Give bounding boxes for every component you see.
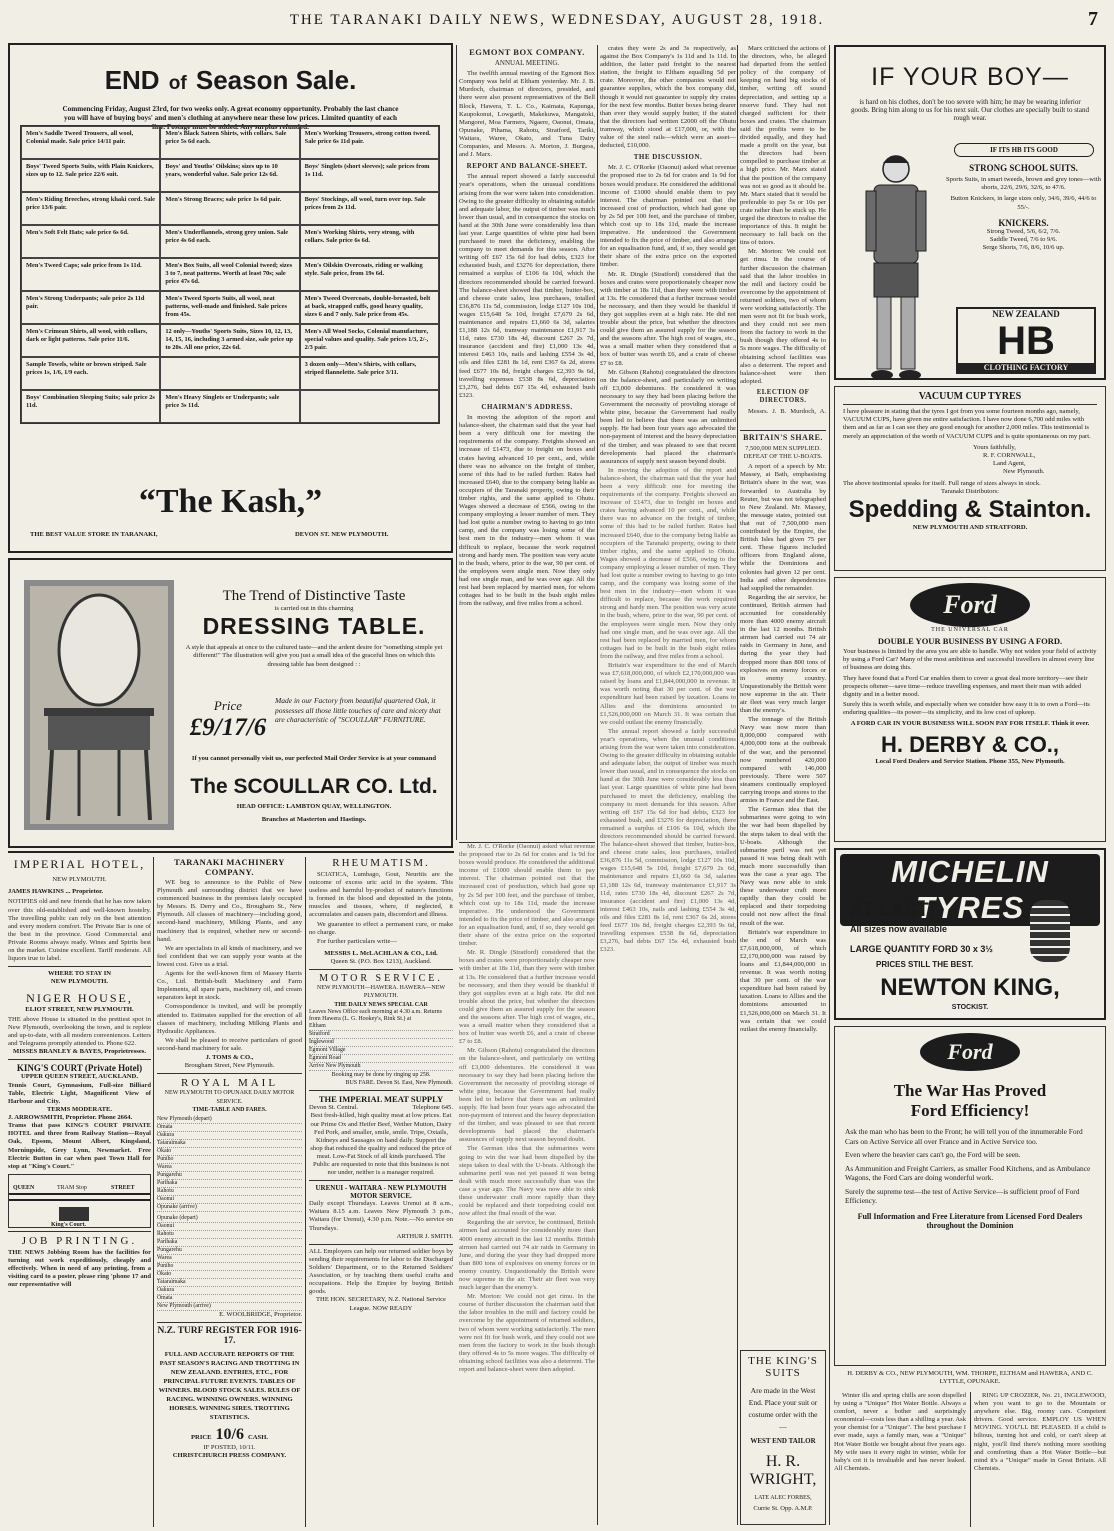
- section-rule: [8, 851, 454, 853]
- column-rule: [153, 857, 154, 1527]
- mclachlan-company: MESSRS L. McLACHLAN & CO., Ltd.: [324, 949, 438, 957]
- egmont-h1: REPORT AND BALANCE-SHEET.: [466, 162, 588, 171]
- title-season: Season Sale.: [195, 65, 357, 95]
- col5-top: [740, 45, 826, 415]
- boy-intro: is hard on his clothes, don't be too severe with him; he may be wearing inferior goods. Bring him along to us for his next suit. Our clothes are specially built to stand rough wear.: [851, 98, 1089, 123]
- timetable-stop: Omata: [157, 1124, 302, 1132]
- rheumatism-column: [309, 857, 453, 1527]
- ford-dealers: H. DERBY & CO., NEW PLYMOUTH, WM. THORPE, ELTHAM and HAWERA, AND C. LYTTLE, OPUNAKE.: [847, 1370, 1093, 1386]
- vacuum-dist: Taranaki Distributors:: [941, 487, 999, 495]
- job-printing-title: JOB PRINTING.: [21, 1234, 138, 1247]
- timetable-stop: Pungarehu: [157, 1172, 302, 1180]
- timetable-stop: Parihaka: [157, 1239, 302, 1247]
- sale-item: Men's Tweed Sports Suits, all wool, neat patterns, well-made and finished. Sale prices from 45s.: [160, 291, 299, 324]
- motor-sig: BUS FARE. Devon St. East, New Plymouth.: [345, 1080, 453, 1087]
- timetable-stop: Arrive New Plymouth: [309, 1063, 453, 1071]
- timetable-stop: Okato: [157, 1271, 302, 1279]
- knickers-1: Strong Tweed, 5/6, 6/2, 7/6.: [986, 227, 1061, 235]
- kings-suits-text: Are made in the West End. Place your suit or costume order with the—: [748, 1386, 818, 1431]
- sale-item: Men's Saddle Tweed Trousers, all wool, Colonial made. Sale price 14/11 pair.: [21, 126, 160, 159]
- michelin-man: [1030, 900, 1070, 962]
- egmont-cont-1: Mr. J. C. O'Rorke (Oaonui) asked what revenue the proposed rise to 2s 6d for crates and 1s 9d for boxes would produce. He considered the additional income of £1000 should enable them to pay interest. The chairman pointed out that the increased cost of production, which had gone up by 2s 5d per 100 feet, and the purchase of timber, which cost up to 18s 11d, made the increase imperative. He understood the Government intended to fix the price of timber, and also arrange for an equalisation fund, and, if so, they would get their share of the extra price on the exported timber.: [459, 843, 595, 948]
- boy-title: IF YOUR BOY—: [871, 63, 1069, 91]
- ford-war-title2: Ford Efficiency!: [910, 1101, 1030, 1120]
- col5-p1: Marx criticised the actions of the directors, who, he alleged had departed from the settled policy of the company of keeping on hand big stocks of timber, writing off sound depreciation, and setting up a reserve fund. They had not charged sufficient for their boxes and crates. The chairman said the profits were to be divided equally, and they had made a profit on the year, but the directors had been compelled to purchase timber at a high price. Mr. Marx stated that the position of the company was not so good as it should be. Mr. Marx stated that it would be preferable to pay 5s or 10s per crate rather than be stuck up. He urged the directors to realise the importance of this. It might be necessary to fall back on the tins of tutors.: [740, 45, 826, 247]
- col4-p4: Mr. Gibson (Rahotu) congratulated the directors on the balance-sheet, and particularly on writing off £3,000 debentures. He considered it was necessary to say they had been placing before the Government the necessity of providing storage of white pine, because the Government had really been led to believe that there was an unlimited supply. He had been four years ago advocated the non-payment of interest and the heavy depreciation of the timber, and was pleased to see that recent developments had placed the chairman's assurances of supply next season beyond doubt.: [600, 368, 736, 465]
- sale-item: Men's Oilskin Overcoats, riding or walking style. Sale price, from 19s 6d.: [300, 258, 439, 291]
- timetable-stop: Pungarehu: [157, 1247, 302, 1255]
- timetable-stop: Warea: [157, 1164, 302, 1172]
- hotels-column: [8, 857, 151, 1527]
- timetable-stop: Tataraimaka: [157, 1279, 302, 1287]
- sale-item: Men's Soft Felt Hats; sale price 6s 6d.: [21, 225, 160, 258]
- kings-suits-late: LATE ALEC FORBES,: [754, 1495, 812, 1501]
- michelin-l1: AT LAST!: [850, 900, 936, 921]
- derby-company: H. DERBY & CO.,: [880, 731, 1060, 757]
- timetable-stop: Tataraimaka: [157, 1140, 302, 1148]
- timetable-stop: Oaonui: [157, 1223, 302, 1231]
- turf-register-title: N.Z. TURF REGISTER FOR 1916-17.: [157, 1326, 302, 1347]
- timetable-outbound: [157, 1116, 302, 1212]
- sale-item: 12 only—Youths' Sports Suits, Sizes 10, 12, 13, 14, 15, 16, including 3 armed size, sale price up to 20s. All one price, 22s 6d.: [160, 324, 299, 357]
- ford-war-foot: Full Information and Free Literature from Licensed Ford Dealers throughout the Dominion: [857, 1211, 1083, 1230]
- column-rule: [829, 45, 830, 1525]
- school-suits-heading: STRONG SCHOOL SUITS.: [969, 163, 1078, 173]
- masthead: [0, 0, 1114, 38]
- column-rule: [305, 857, 306, 1527]
- timetable-return: [157, 1215, 302, 1311]
- ford-strap: THE UNIVERSAL CAR: [931, 627, 1009, 633]
- turf-post: IF POSTED, 10/11.: [203, 1444, 256, 1452]
- sale-items-grid: [20, 125, 440, 424]
- meat-phone: Telephone 645.: [412, 1104, 453, 1112]
- end-of-season-ad: [8, 43, 453, 553]
- egmont-p2: The annual report showed a fairly successful year's operations, when the unusual conditions arising from the war were taken into consideration. Owing to the greater difficulty in obtaining suitable and adequate labor, the output of timber was much lower than usual, and in consequence the stocks on hand at the 30th June were considerably less than last year. Large quantities of white pine had been purchased to meet the deficiency, enabling the company to meet demands for this season. After writing off £67 15s 6d for bad debts, £323 for exhausted bush, and £3276 for depreciation, there remained a surplus of £106 6s 10d, which the directors recommended should be carried forward. The balance-sheet showed that timber, butter-box, and cheese crate sales, less purchases, totalled £36,876 11s 5d, commission, lodge £127 10s 10d, wages £15,648 5s 10d, freight £7,679 2s 6d, maintenance and repairs £1,660 6s 3d, salaries £1,188 12s 6d, tramway maintenance £1,917 3s 11d, rates £730 18s 4d, discount £267 2s 7d, insurance (accident and fire) £1,000 13s 4d, interest £463 10s, nails and lashing £554 3s 4d, oils and files £281 8s 1d, rent £367 6s 2d, stores feed £677 10s 8d, freight charges £2,393 9s 6d, travelling expenses £538 8s 6d, depreciation £3,276, bad debts £67 15s 4d, exhausted bush £323.: [459, 173, 595, 399]
- hb-logo-bottom: CLOTHING FACTORY: [958, 363, 1094, 372]
- britain-p1: A report of a speech by Mr. Massey, at Bath, emphasising Britain's share in the war, was forwarded to Australia by Reuter, but was not telegraphed to New Zealand. Mr. Massey, the message states, pointed out that out of 7,500,000 men contributed by the Empire, the British Isles had given 75 per cent. These figures included officers from England alone, while the Dominions and colonies had given 12 per cent. India and other dependencies had supplied the remainder.: [740, 463, 826, 592]
- vacuum-cup-ad: [834, 386, 1106, 571]
- kings-suits-addr: Currie St. Opp. A.M.P.: [753, 1505, 813, 1512]
- machinery-p5: We shall be pleased to receive particulars of good second-hand machinery for sale.: [157, 1036, 302, 1052]
- timetable-stop: Rahotu: [157, 1231, 302, 1239]
- price-value: £9/17/6: [189, 714, 267, 741]
- kings-court-terms: TERMS MODERATE.: [46, 1105, 113, 1113]
- scoullar-branches: Branches at Masterton and Hastings.: [261, 816, 367, 823]
- egmont-continuation: [459, 842, 595, 1527]
- timetable-stop: New Plymouth (arrive): [157, 1303, 302, 1311]
- map-kings-court: King's Court.: [51, 1221, 87, 1228]
- map-tram-stop: TRAM Stop: [57, 1184, 87, 1191]
- timetable-stop: Oaonui: [157, 1196, 302, 1204]
- knickers-heading: KNICKERS.: [998, 217, 1049, 228]
- if-your-boy-ad: [834, 45, 1106, 380]
- egmont-title: EGMONT BOX COMPANY.: [469, 47, 585, 57]
- sale-item: Men's Underflannels, strong grey union. Sale price 4s 6d each.: [160, 225, 299, 258]
- urenui-text: Daily except Thursdays. Leaves Urenui at 8 a.m., Waitara 8.15 a.m. Leaves New Plymouth 3 p.m., Waitara (for Urenui), 4.30 p.m. Note.—No service on Thursdays.: [309, 1200, 453, 1232]
- britain-title: BRITAIN'S SHARE.: [743, 433, 823, 442]
- sale-item: Men's Working Shirts, very strong, with collars. Sale price 6s 6d.: [300, 225, 439, 258]
- britain-p4: The German idea that the submarines were going to win the war had been dispelled by the steps taken to deal with the U-boats. Although the submarine peril was not yet passed it was being dealt with much more successfully than was the case a year ago. The Navy was now able to sink these underwater craft more rapidly than they could be replaced and their torpedoing could not now affect the final result of the war.: [740, 806, 826, 927]
- motor-service-sub: NEW PLYMOUTH—HAWERA. HAWERA—NEW PLYMOUTH.: [316, 985, 446, 1000]
- hb-logo-top: NEW ZEALAND: [992, 309, 1060, 319]
- unique-bottle-text: Winter ills and spring chills are soon dispelled by using a "Unique" Hot Water Bottle. Always a comfort, never a bother and surprisingly economical—costs less than a shilling a year. Ask your chemist for a "Unique". The best purchase I ever made, says a family man, was a "Unique" Hot Water Bottle we bought about five years ago. My wife uses it every night in winter, while for baby's cot it is invaluable and has never leaked. All Chemists.: [834, 1392, 966, 1472]
- crozier-text: RING UP CROZIER, No. 21, INGLEWOOD, when you want to go to the Mountain or anywhere else. Big, roomy cars. Competent drivers. Good service. EMPLOY US WHEN MOVING. YOU'LL BE PLEASED. If a child is bilious, turning hot and cold, or can't sleep at night, you'll find there's nothing more soothing and comforting than a Hot Water Bottle—but mind it's a "Unique" made in Great Britain. All Chemists.: [974, 1392, 1106, 1472]
- britain-p3: The tonnage of the British Navy was now more than 8,000,000 compared with 4,000,000 tons at the outbreak of the war, and the personnel now numbered 420,000 compared with 146,000 previously. There were 507 steamers continually employed carrying troops and stores to the armies in France and the East.: [740, 716, 826, 805]
- rheumatism-p1: SCIATICA, Lumbago, Gout, Neuritis are the outcome of excess uric acid in the system. This useless and harmful by-product of nature's functions is formed in the blood and deposited in the joints, muscles and tissues, where, if neglected, it accumulates and causes pain, discomfort and illness.: [309, 871, 453, 919]
- motor-service-daily: THE DAILY NEWS SPECIAL CAR: [334, 1001, 428, 1008]
- egmont-cont-6: Mr. Morton: We could not get rimu. In the course of further discussion the chairman said that the labor troubles in the mill and factory could be overcome by the appointment of returned soldiers, two of whom were working satisfactorily. The men were not fit for bush work, and they could not see men from the factory to work in the bush though they offered 4s to 5s more wages. The difficulty of obtaining school facilities was also a deterrent. The report and balance-sheet were then adopted.: [459, 1293, 595, 1373]
- sale-item: Boys' Tweed Sports Suits, with Plain Knickers, sizes up to 12. Sale price 22/6 suit.: [21, 159, 160, 192]
- rheumatism-p2: We guarantee to effect a permanent cure, or make no charge.: [309, 920, 453, 936]
- discussion-heading: THE DISCUSSION.: [633, 153, 703, 162]
- vacuum-foot: The above testimonial speaks for itself. Full range of sizes always in stock.: [843, 479, 1041, 487]
- royal-mail-sub: NEW PLYMOUTH TO OPUNAKE DAILY MOTOR SERVICE.: [164, 1090, 295, 1105]
- niger-addr: ELIOT STREET, NEW PLYMOUTH.: [25, 1005, 134, 1013]
- meat-text: Best fresh-killed, high quality meat at low prices. Eat our Prime Ox and Heifer Beef, Wether Mutton, Dairy Fed Pork, and smaller, smile, smile. Tripe, Oxtails, Kidneys and Sausages on hand daily. Support the shop that reduced the quality and reduced the price of meat. Low-Fat Stock of all kinds purchased. The Public are requested to note that this business is not nor under, neither is a manager required.: [310, 1112, 452, 1177]
- map-street: STREET: [111, 1184, 135, 1191]
- ford-war-title1: The War Has Proved: [893, 1081, 1047, 1100]
- timetable-stop: Inglewood: [309, 1039, 453, 1047]
- col4-p1-repeat: In moving the adoption of the report and balance-sheet, the chairman said that the year had been a very difficult one for meeting the requirements of the company. Freights showed an increase of £1473, due to freight on boxes and crates having advanced 10 per cent., and, while there was no advance on the freight of timber, some of this had to be railed further. Rates had increased £640, due to the company being liable as occupiers of the Taranaki property, owing to their timber rights, and the same applied to Ohutu. Wages showed a decrease of £566, owing to the company employing a lesser number of men. They had lost quite a number owing to having to go into camp, and the company was losing some of the best men in the industry—men whom it was difficult to replace, because the work required strong and hardy men. The position was very acute in the bush, where, prior to the war, 90 per cent. of the employees were single men. Now they only had one single man, and he was over age. All the rest had been replaced by married men, for whom cottages had to be built in the bush eight miles from the railway, and five miles from a school.: [600, 466, 736, 660]
- scoullar-office: HEAD OFFICE: LAMBTON QUAY, WELLINGTON.: [236, 803, 392, 810]
- sale-item: Sample Towels, white or brown striped. Sale prices 1s, 1/6, 1/9 each.: [21, 357, 160, 390]
- ford-logo-2: Ford: [920, 1033, 1020, 1071]
- knickers-3: Serge Shorts, 7/6, 8/6, 10/6 up.: [982, 244, 1065, 252]
- britain-p5: Britain's war expenditure to the end of March was £7,618,000,000, of which £2,170,000,000 was raised by loans and £1,844,000,000 in revenue. It was worth noting that 30 per cent. of the war expenditure had been raised by taxation. Loans to Allies and the dominions amounted to £1,526,000,000 on March 31. It was certain that we could outlast the enemy financially.: [740, 928, 826, 1033]
- column-rule: [456, 45, 457, 840]
- school-suits-2: Button Knickers, in large sizes only, 34/6, 39/6, 44/6 to 55/-.: [950, 195, 1097, 211]
- imperial-town: NEW PLYMOUTH.: [52, 876, 107, 883]
- unique-bottle-ad: [834, 1392, 966, 1527]
- vacuum-sign1: Yours faithfully,: [973, 443, 1016, 451]
- sale-item: Men's Tweed Overcoats, double-breasted, belt at back, strapped cuffs, good heavy quality, sizes 6 and 7 only. Sale price from 45s.: [300, 291, 439, 324]
- ford-double-business-ad: [834, 577, 1106, 842]
- sale-item: Boys' Stockings, all wool, turn over top. Sale prices from 2s 11d.: [300, 192, 439, 225]
- page-number: 7: [1088, 8, 1100, 30]
- kings-court-prop: J. ARROWSMITH, Proprietor. Phone 2664.: [8, 1114, 133, 1122]
- sale-item: Men's Box Suits, all wool Colonial tweed; sizes 3 to 7, neat patterns. Worth at least 70s; sale price 47s 6d.: [160, 258, 299, 291]
- kings-court-addr: UPPER QUEEN STREET, AUCKLAND.: [21, 1073, 138, 1081]
- col5-p3: Messrs. J. B. Murdoch, A.: [748, 408, 826, 415]
- league-sig: THE HON. SECRETARY, N.Z. National Service League. NOW READY: [316, 1296, 446, 1312]
- timetable-stop: Oakura: [157, 1287, 302, 1295]
- timetable-stop: Opunake (depart): [157, 1215, 302, 1223]
- britains-share-article: [740, 430, 826, 1345]
- timetable-stop: New Plymouth (depart): [157, 1116, 302, 1124]
- timetable-stop: Omata: [157, 1295, 302, 1303]
- col4-p3: Mr. R. Dingle (Stratford) considered that the boxes and crates were proportionately cheaper now with timber at 18s 11d, than they were with timber at 13s. He considered that a further increase would be necessary, and then they would be thankful if they got supplies even at a high rate. He did not trouble about the price, but whether the directors could give them an assured supply for the season and the seasons after. The high cost of wages, etc., was a small matter when they considered that a box of butter was worth £6, and a crate of cheese £7 to £8.: [600, 270, 736, 367]
- end-of-season-title: [10, 59, 451, 97]
- motor-service-leaves: Leaves News Office each morning at 4.30 a.m. Returns from Hawera (L. G. Hookey's, Rink St.) at: [309, 1008, 443, 1022]
- sale-item: [300, 390, 439, 423]
- boy-illustration: [852, 147, 940, 392]
- ford-p2: They have found that a Ford Car enables them to cover a great deal more territory—see their prospects oftener—save time—reduce travelling expenses, and meet their man with added dignity and in a better mood.: [843, 674, 1088, 699]
- sale-item: Men's Riding Breeches, strong khaki cord. Sale price 13/6 pair.: [21, 192, 160, 225]
- hb-badge: IF ITS HB ITS GOOD: [954, 143, 1094, 157]
- vacuum-sign2: R. F. CORNWALL,: [983, 452, 1036, 460]
- egmont-cont-2: Mr. R. Dingle (Stratford) considered that the boxes and crates were proportionately cheaper now with timber at 18s 11d, than they were with timber at 13s. He considered that a further increase would be necessary, and then they would be thankful if they got supplies even at a high rate. He did not trouble about the price, but whether the directors could give them an assured supply for the season and the seasons after. The high cost of wages, etc., was a small matter when they considered that a box of butter was worth £6, and a crate of cheese £7 to £8.: [459, 949, 595, 1046]
- machinery-p3: Agents for the well-known firm of Massey Harris Co., Ltd. British-built Machinery and Farm Implements, all spare parts, machinery oil, and cream separators kept in stock.: [157, 970, 302, 1002]
- rheumatism-title: RHEUMATISM.: [332, 857, 430, 869]
- timetable-stop: Warea: [157, 1255, 302, 1263]
- michelin-l3: LARGE QUANTITY FORD 30 x 3½: [850, 944, 993, 954]
- michelin-tyres-ad: [834, 848, 1106, 1020]
- kings-suits-ad: [740, 1350, 826, 1525]
- dressing-table-illustration: [24, 580, 174, 830]
- ford-head: DOUBLE YOUR BUSINESS BY USING A FORD.: [877, 636, 1063, 646]
- ford-war-i3: As Ammunition and Freight Carriers, as smaller Food Kitchens, and as Ambulance Wagons, the Ford Cars are doing wonderful work.: [845, 1163, 1091, 1182]
- royal-mail-title: ROYAL MAIL: [180, 1077, 279, 1090]
- kings-court-trams: Trams that pass KING'S COURT PRIVATE HOTEL and three from Railway Station—Royal Oak, Epsom, Mount Albert, Kingsland, Morningside, Grey Lynn, Newmarket. Free Electric Button in car when past Town Hall for stop at "King's Court.": [8, 1122, 151, 1170]
- imperial-text: NOTIFIES old and new friends that he has now taken over this old-established and well-known hostelry. The travelling public can rely on the best attention and every modern comfort. The Private Bar is one of the best in the province. Good Commercial and Private Rooms always ready. Wines and Spirits best on the market. Cuisine excellent. Tariff moderate. All liquors true to label.: [8, 898, 151, 963]
- sale-item: Men's All Wool Socks, Colonial manufacture, special values and quality. Sale prices 1/3, 2/-, 2/3 pair.: [300, 324, 439, 357]
- urenui-sig: ARTHUR J. SMITH.: [396, 1232, 453, 1240]
- spedding-stainton: Spedding & Stainton.: [848, 496, 1092, 524]
- kings-court-text: Tennis Court, Gymnasium, Full-size Billiard Table, Electric Light, Magnificent View of Harbour and City.: [8, 1081, 151, 1105]
- timetable-stop: Puniho: [157, 1156, 302, 1164]
- egmont-p1: The twelfth annual meeting of the Egmont Box Company was held at Eltham yesterday. Mr. J. B. Murdoch, chairman of directors, presided, and there were also present representatives of the Bell Block, Hawera, T. L. Co., Kaimata, Kapunga, Kaupokonui, Lowgarth, Makekuwa, Mangatoki, Mangorei, Moa Farmers, Ngaere, Oaonui, Omata, Opunake, Pihama, Rahotu, Stratford, Tariki, Waitara, Waree, Okato, and Tuna Dairy Companies, and Messrs. A. Morton, J. Burgess, and J. Marx.: [459, 70, 595, 159]
- timetable-stop: Okato: [157, 1148, 302, 1156]
- sale-item: Men's Crimean Shirts, all wool, with collars, dark or light patterns. Sale price 11/6.: [21, 324, 160, 357]
- map-queen: QUEEN: [13, 1184, 35, 1191]
- sale-item: Men's Tweed Caps; sale price from 1s 11d.: [21, 258, 160, 291]
- kash-slogan: THE BEST VALUE STORE IN TARANAKI,: [30, 531, 158, 538]
- sale-item: 3 dozen only—Men's Shirts, with collars, striped flannelette. Sale price 3/11.: [300, 357, 439, 390]
- sale-intro: Commencing Friday, August 23rd, for two weeks only. A great economy opportunity. Probably the last chance you will have of buying boys' and men's clothing at anywhere near these low prices. Limited quantity of each line. Postage must be added. Any surplus refunded.: [62, 105, 399, 131]
- column-rule: [597, 45, 598, 1525]
- column-rule: [970, 1392, 971, 1527]
- ford-war-proved-ad: [834, 1026, 1106, 1366]
- niger-prop: MISSES BRANLEY & BAYES, Proprietresses.: [13, 1048, 146, 1056]
- newton-king: NEWTON KING,: [880, 974, 1060, 1001]
- vacuum-sign3: Land Agent,: [993, 460, 1026, 468]
- where-to-stay-1: WHERE TO STAY IN: [47, 970, 112, 978]
- kings-suits-sub: WEST END TAILOR: [750, 1437, 816, 1445]
- knickers-2: Saddle Tweed, 7/6 to 9/6.: [989, 236, 1058, 244]
- col4-p3-repeat: The annual report showed a fairly successful year's operations, when the unusual conditions arising from the war were taken into consideration. Owing to the greater difficulty in obtaining suitable and adequate labor, the output of timber was much lower than usual, and in consequence the stocks on hand at the 30th June were considerably less than last year. Large quantities of white pine had been purchased to meet the deficiency, enabling the company to meet demands for this season. After writing off £67 15s 6d for bad debts, £323 for exhausted bush, and £3276 for depreciation, there remained a surplus of £106 6s 10d, which the directors recommended should be carried forward. The balance-sheet showed that timber, butter-box, and cheese crate sales, less purchases, totalled £36,876 11s 5d, commission, lodge £127 10s 10d, wages £15,648 5s 10d, freight £7,679 2s 6d, maintenance and repairs £1,660 6s 3d, salaries £1,188 12s 6d, tramway maintenance £1,917 3s 11d, rates £730 18s 4d, discount £267 2s 7d, insurance (accident and fire) £1,000 13s 4d, interest £463 10s, nails and lashing £554 3s 4d, oils and files £281 8s 1d, rent £367 6s 2d, stores feed £677 10s 8d, freight charges £2,393 9s 6d, travelling expenses £538 8s 6d, depreciation £3,276, bad debts £67 15s 4d, exhausted bush £323.: [600, 727, 736, 954]
- egmont-p3: In moving the adoption of the report and balance-sheet, the chairman said that the year had been a very difficult one for meeting the requirements of the company. Freights showed an increase of £1473, due to freight on boxes and crates having advanced 10 per cent., and, while there was no advance on the freight of timber, some of this had to be railed further. Rates had increased £640, due to the company being liable as occupiers of the Taranaki property, owing to their timber rights, and the same applied to Ohutu. Wages showed a decrease of £566, owing to the company employing a lesser number of men. They had lost quite a number owing to having to go into camp, and the company was losing some of the best men in the industry—men whom it was difficult to replace, because the work required strong and hardy men. The position was very acute in the bush, where, prior to the war, 90 per cent. of the employees were single men. Now they only had one single man, and he was over age. All the rest had been replaced by married men, for whom cottages had to be built in the bush eight miles from the railway, and five miles from a school.: [459, 414, 595, 608]
- col4-p2: Mr. J. C. O'Rorke (Oaonui) asked what revenue the proposed rise to 2s 6d for crates and 1s 9d for boxes would produce. He considered the additional income of £1000 should enable them to pay interest. The chairman pointed out that the increased cost of production, which had gone up by 2s 5d per 100 feet, and the purchase of timber, which cost up to 18s 11d, made the increase imperative. He understood the Government intended to fix the price of timber, and also arrange for an equalisation fund, and, if so, they would get their share of the extra price on the exported timber.: [600, 164, 736, 269]
- michelin-title: MICHELIN TYRES: [840, 854, 1100, 926]
- league-text: ALL Employers can help our returned soldier boys by sending their requirements for labor to the Discharged Soldiers' Department, or to the Returned Soldiers' Association, or by teaching them useful crafts and occupations. Help the Empire by buying British goods.: [309, 1247, 453, 1296]
- turf-price: 10/6: [215, 1426, 244, 1444]
- motor-service-title: MOTOR SERVICE.: [319, 973, 443, 985]
- where-to-stay-2: NEW PLYMOUTH.: [50, 978, 109, 986]
- timetable-stop: Puniho: [157, 1263, 302, 1271]
- hb-logo: [956, 307, 1096, 374]
- egmont-cont-3: Mr. Gibson (Rahotu) congratulated the directors on the balance-sheet, and particularly on writing off £3,000 debentures. He considered it was necessary to say they had been placing before the Government the necessity of providing storage of white pine, because the Government had really been led to believe that there was an unlimited supply. He had been four years ago advocated the non-payment of interest and the heavy depreciation of the timber, and was pleased to see that recent developments had placed the chairman's assurances of supply next season beyond doubt.: [459, 1047, 595, 1144]
- sale-item: Men's Strong Braces; sale price 1s 6d pair.: [160, 192, 299, 225]
- title-of: of: [168, 73, 187, 94]
- kings-suits-name: H. R. WRIGHT,: [749, 1453, 817, 1488]
- ford-war-i1: Ask the man who has been to the Front; he will tell you of the innumerable Ford Cars on Active Service all over France and in Active Service too.: [845, 1127, 1083, 1146]
- machinery-title: TARANAKI MACHINERY COMPANY.: [174, 857, 285, 877]
- sale-item: Men's Heavy Singlets or Underpants; sale price 3s 11d.: [160, 390, 299, 423]
- scoullar-company: The SCOULLAR CO. Ltd.: [190, 775, 438, 798]
- dressing-table-ad: [8, 558, 453, 848]
- derby-foot: Local Ford Dealers and Service Station. Phone 355, New Plymouth.: [875, 757, 1065, 765]
- the-kash-logo: “The Kash,”: [138, 483, 323, 520]
- sale-item: Men's Strong Underpants; sale price 2s 11d pair.: [21, 291, 160, 324]
- timetable-stop: Oakura: [157, 1132, 302, 1140]
- sale-item: Boys' and Youths' Oilskins; sizes up to 10 years, wonderful value. Sale price 12s 6d.: [160, 159, 299, 192]
- hb-logo-mark: HB: [997, 319, 1055, 363]
- egmont-subtitle: ANNUAL MEETING.: [494, 59, 560, 68]
- crozier-ad: [974, 1392, 1106, 1527]
- ford-p3: Surely this is worth while, and especially when we consider how easy it is to own a Ford—its enduring qualities—its power—its simplicity, and its low cost of upkeep.: [843, 701, 1090, 717]
- dressing-line1: The Trend of Distinctive Taste: [222, 588, 406, 604]
- meat-supply-title: THE IMPERIAL MEAT SUPPLY: [318, 1094, 444, 1105]
- kings-court-title: KING'S COURT (Private Hotel): [16, 1063, 143, 1074]
- turf-cash: CASH.: [248, 1434, 268, 1442]
- tyre-man-icon: [1030, 900, 1070, 962]
- kash-address: DEVON ST. NEW PLYMOUTH.: [295, 531, 389, 538]
- col4-p2-repeat: Britain's war expenditure to the end of March was £7,618,000,000, of which £2,170,000,000 was raised by loans and £1,844,000,000 in revenue. It was worth noting that 30 per cent. of the war expenditure had been raised by taxation. Loans to Allies and the dominions amounted to £1,526,000,000 on March 31. It was certain that we could outlast the enemy financially.: [600, 662, 736, 726]
- mail-order-note: If you cannot personally visit us, our perfected Mail Order Service is at your command: [191, 755, 437, 762]
- sale-item: Men's Black Sateen Shirts, with collars. Sale price 5s 6d each.: [160, 126, 299, 159]
- machinery-sig: J. TOMS & CO.,: [205, 1053, 254, 1061]
- egmont-cont-5: Regarding the air service, he continued, British airmen had accounted for considerably more than 4000 enemy aircraft in the last 12 months. British airmen had carried out 74 air raids in Germany in June, and during the year they had dropped more than 800 tons of explosives on enemy forces or in enemy country. Unquestionably the British were now supreme in the air. Their air fleet was very much larger than the enemy's.: [459, 1219, 595, 1292]
- timetable-stop: Egmont Village: [309, 1047, 453, 1055]
- ford-war-i4: Surely the supreme test—the test of Active Service—is sufficient proof of Ford Efficiency.: [845, 1186, 1080, 1205]
- imperial-prop: JAMES HAWKINS ... Proprietor.: [8, 888, 104, 896]
- ford-p4: A FORD CAR IN YOUR BUSINESS WILL SOON PAY FOR ITSELF. Think it over.: [850, 719, 1090, 727]
- machinery-column: [157, 857, 302, 1527]
- urenui-title: URENUI - WAITARA - NEW PLYMOUTH MOTOR SERVICE.: [315, 1184, 447, 1201]
- spedding-towns: NEW PLYMOUTH AND STRATFORD.: [912, 524, 1028, 532]
- niger-text: THE above House is situated in the prettiest spot in New Plymouth, overlooking the town, and is replete and up-to-date, with all modern conveniences. Letters and Telegrams promptly attended to. Phone 622.: [8, 1015, 151, 1048]
- sale-item: Men's Working Trousers, strong cotton tweed. Sale price 6s 11d pair.: [300, 126, 439, 159]
- timetable-stop: Rahotu: [157, 1188, 302, 1196]
- dressing-desc: A style that appeals at once to the cultured taste—and the ardent desire for "something simple yet different!" The illustration will give you just a small idea of the graceful lines on which this dressing table has been designed : :: [185, 644, 443, 668]
- job-printing-text: THE NEWS Jobbing Room has the facilities for turning out work expeditiously, cheaply and effectively. When in need of any printing, from a visiting card to a poster, please ring 'phone 17 and our representative will: [8, 1248, 151, 1289]
- machinery-p2: We are specialists in all kinds of machinery, and we feel confident that we can supply your wants at the lowest cost. Give us a trial.: [157, 944, 302, 968]
- royal-mail-proprietor: E. WOOLBRIDGE, Proprietor.: [219, 1310, 302, 1318]
- royal-mail-timetable: TIME-TABLE AND FARES.: [192, 1106, 267, 1113]
- britain-p2: Regarding the air service, he continued, British airmen had accounted for considerably more than 4000 enemy aircraft in the last 12 months. British airmen had carried out 74 air raids in Germany in June, and during the year they had dropped more than 800 tons of explosives on enemy forces or in enemy country. Unquestionably the British were now supreme in the air. Their air fleet was very much larger than the enemy's.: [740, 593, 826, 715]
- imperial-title: IMPERIAL HOTEL,: [13, 857, 146, 871]
- col4-p1: crates they were 2s and 3s respectively, as against the Box Company's 1s 11d and 1s 11d. In addition, the latter paid freight to the nearest station, the freight to Eltham equalling 5d per crate. Moreover, the other companies would not guarantee supplies, which the box company did, though it would not guarantee to supply dry crates for the next few months. Butter boxes being dearer than ever they would supply butter, if the stated that the directors had written £2000 off the Ohutu tramway, which stood at £17,000, or, with the value of the steel rails—which were an asset—deducted, £10,000.: [600, 45, 736, 150]
- sale-item: [160, 357, 299, 390]
- machinery-p1: WE beg to announce to the Public of New Plymouth and surrounding district that we have commenced business in the premises lately occupied by Messrs. B. Derry and Co., Brougham St., New Plymouth. All classes of machinery—including good, second-hand machinery, Milking Plants, and any machinery that is required, whether new or second-hand.: [157, 879, 302, 943]
- timetable-stop: Stratford: [309, 1031, 453, 1039]
- column-rule: [737, 45, 738, 1525]
- rheumatism-p3: For further particulars write—: [317, 937, 398, 945]
- michelin-stockist: STOCKIST.: [951, 1004, 989, 1011]
- motor-booking: Booking may be done by ringing up 258.: [331, 1071, 431, 1078]
- machinery-p4: Correspondence is invited, and will be promptly attended to. Estimates supplied for the erection of all classes of machinery, including Milking Plants and Hydraulic Appliances.: [157, 1003, 302, 1035]
- egmont-h2: CHAIRMAN'S ADDRESS.: [481, 402, 573, 411]
- vacuum-text: I have pleasure in stating that the tyres I got from you some fourteen months ago, namely, VACUUM CUPS, have given me entire satisfaction. I have now done 6,700 odd miles with them and as far as I can see they are good enough for another 2,000 miles. This testimonial is merely an appreciation of the worth of VACUUM CUPS and is quite spontaneous on my part.: [843, 408, 1091, 440]
- sale-item: Boys' Singlets (short sleeves); sale prices from 1s 11d.: [300, 159, 439, 192]
- vacuum-title: VACUUM CUP TYRES: [843, 391, 1097, 405]
- turf-publisher: CHRISTCHURCH PRESS COMPANY.: [172, 1452, 287, 1460]
- col5-p2: Mr. Morton: We could not get rimu. In the course of further discussion the chairman said that the labor troubles in the mill and factory could be overcome by the appointment of returned soldiers, two of whom were working satisfactorily. The men were not fit for bush work, and they could not see men from the factory to work in the bush though they offered 4s to 5s more wages. The difficulty of obtaining school facilities was also a deterrent. The report and balance-sheet were then adopted.: [740, 248, 826, 385]
- egmont-column: [459, 45, 595, 835]
- school-suits-1: Sports Suits, in smart tweeds, brown and grey tones—with shorts, 22/6, 29/6, 32/6, to 47/6.: [946, 176, 1101, 192]
- mclachlan-addr: Queen St. (P.O. Box 1213), Auckland.: [330, 958, 432, 966]
- machinery-addr: Brougham Street, New Plymouth.: [184, 1062, 275, 1070]
- turf-register-text: FULL AND ACCURATE REPORTS OF THE PAST SEASON'S RACING AND TROTTING IN NEW ZEALAND. ENTRIES, ETC., FOR PRINCIPAL FUTURE EVENTS. TABLES OF WINNERS. BLOOD STOCK SALES. RULES OF RACING. WINNING OWNERS. WINNING HORSES. WINNING SIRES. TROTTING STATISTICS.: [158, 1351, 301, 1422]
- timetable-stop: Parihaka: [157, 1180, 302, 1188]
- price-label: Price: [213, 698, 243, 713]
- dressing-title: DRESSING TABLE.: [202, 613, 426, 640]
- dressing-made: Made in our Factory from beautiful quartered Oak, it possesses all those little touches of care and nicety that are characteristic of "SCOULLAR" FURNITURE.: [275, 696, 441, 724]
- kings-court-map: [8, 1174, 151, 1228]
- vacuum-sign4: New Plymouth.: [1003, 468, 1045, 476]
- title-end: END: [104, 65, 160, 95]
- kings-suits-title: THE KING'S SUITS: [748, 1355, 818, 1379]
- britain-sub2: DEFEAT OF THE U-BOATS.: [743, 453, 823, 461]
- michelin-l4: PRICES STILL THE BEST.: [876, 960, 974, 969]
- timetable-stop: Opunake (arrive): [157, 1204, 302, 1212]
- meat-addr: Devon St. Central.: [309, 1104, 359, 1112]
- sale-item: Boys' Combination Sleeping Suits; sale price 2s 11d.: [21, 390, 160, 423]
- ford-logo: Ford: [910, 583, 1030, 627]
- niger-title: NIGER HOUSE,: [26, 990, 133, 1005]
- timetable-stop: Egmont Road: [309, 1055, 453, 1063]
- timetable-stop: Eltham: [309, 1023, 453, 1031]
- michelin-l2: All sizes now available: [850, 924, 948, 934]
- motor-service-stops: [309, 1023, 453, 1071]
- turf-price-label: PRICE: [191, 1434, 212, 1442]
- election-heading: ELECTION OF DIRECTORS.: [756, 388, 810, 405]
- ford-war-i2: Even where the heavier cars can't go, the Ford will be seen.: [845, 1150, 1021, 1159]
- egmont-cont-4: The German idea that the submarines were going to win the war had been dispelled by the steps taken to deal with the U-boats. Although the submarine peril was not yet passed it was being dealt with much more successfully than was the case a year ago. The Navy was now able to sink these underwater craft more rapidly than they could be replaced and their torpedoing could not now affect the final result of the war.: [459, 1145, 595, 1218]
- ford-p1: Your business is limited by the area you are able to handle. Why not widen your field of activity by using a Ford Car? Many of the most ambitious and successful travellers in almost every line of business are doing this.: [843, 648, 1097, 672]
- dressing-line2: is carried out in this charming: [274, 605, 354, 612]
- masthead-title: THE TARANAKI DAILY NEWS, WEDNESDAY, AUGUST 28, 1918.: [289, 12, 825, 28]
- discussion-column: [600, 45, 736, 1525]
- britain-sub1: 7,500,000 MEN SUPPLIED.: [745, 445, 821, 453]
